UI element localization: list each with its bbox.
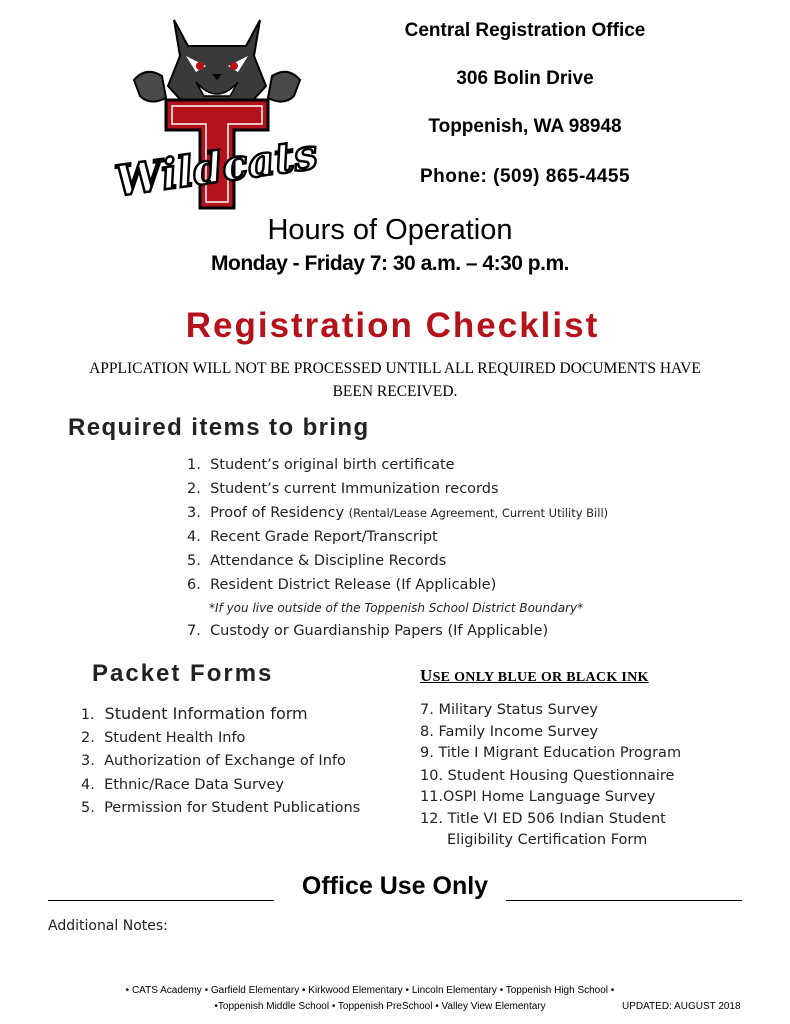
boundary-note: *If you live outside of the Toppenish School District Boundary* [209,601,584,615]
list-item: 4. Recent Grade Report/Transcript [187,529,438,545]
office-use-title: Office Use Only [301,872,489,900]
ink-instruction: USE ONLY BLUE OR BLACK INK [420,666,649,685]
footer-schools-line-2: •Toppenish Middle School • Toppenish PreSchool • Valley View Elementary [214,1001,546,1012]
processing-notice [60,357,730,403]
notice-line-2: BEEN RECEIVED. [332,383,458,400]
list-item: 1. Student Information form [81,704,308,723]
logo-script-text: Wildcats [112,129,321,206]
list-item: 2. Student Health Info [81,730,246,746]
office-city: Toppenish, WA 98948 [428,116,622,137]
hours-schedule: Monday - Friday 7: 30 a.m. – 4:30 p.m. [211,252,569,275]
office-phone: Phone: (509) 865-4455 [419,166,631,187]
office-address: 306 Bolin Drive [456,68,594,89]
notice-line-1: APPLICATION WILL NOT BE PROCESSED UNTILL ALL REQUIRED DOCUMENTS HAVE [89,360,701,377]
office-rule-right [506,900,742,901]
required-items-heading: Required items to bring [68,414,370,441]
footer-schools-line-1: • CATS Academy • Garfield Elementary • Kirkwood Elementary • Lincoln Elementary • Toppenish High School • [125,985,615,996]
list-item: 10. Student Housing Questionnaire [420,768,675,784]
list-item: 7. Military Status Survey [420,702,599,718]
list-item: 4. Ethnic/Race Data Survey [81,777,284,793]
checklist-title: Registration Checklist [185,306,600,345]
list-item: 11.OSPI Home Language Survey [420,789,656,805]
list-item: 2. Student’s current Immunization records [187,481,499,497]
packet-forms-heading: Packet Forms [92,660,274,687]
office-name: Central Registration Office [404,20,646,41]
list-item-continuation: Eligibility Certification Form [447,832,648,848]
list-item: 7. Custody or Guardianship Papers (If Applicable) [187,623,549,639]
list-item: 5. Permission for Student Publications [81,800,361,816]
list-item: 1. Student’s original birth certificate [187,457,455,473]
list-item: 6. Resident District Release (If Applicable) [187,577,497,593]
list-item: 3. Proof of Residency (Rental/Lease Agreement, Current Utility Bill) [187,505,609,521]
list-item: 8. Family Income Survey [420,724,599,740]
residency-note: (Rental/Lease Agreement, Current Utility Bill) [348,506,609,520]
wildcats-logo [112,16,321,212]
list-item: 5. Attendance & Discipline Records [187,553,447,569]
additional-notes-label: Additional Notes: [48,918,168,934]
updated-date: UPDATED: AUGUST 2018 [622,1001,741,1012]
list-item: 9. Title I Migrant Education Program [420,745,682,761]
hours-title: Hours of Operation [267,214,513,246]
list-item: 3. Authorization of Exchange of Info [81,753,346,769]
list-item: 12. Title VI ED 506 Indian Student [420,811,666,827]
